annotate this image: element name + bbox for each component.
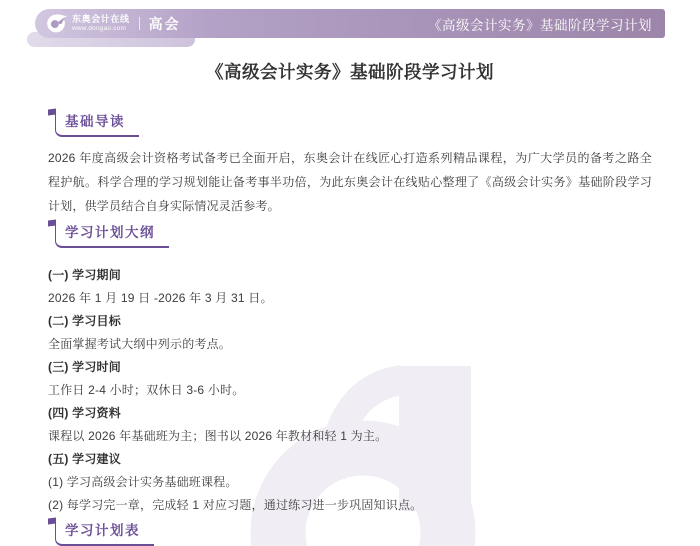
intro-paragraph: 2026 年度高级会计资格考试备考已全面开启，东奥会计在线匠心打造系列精品课程，为广大学员的备考之路全程护航。科学合理的学习规划能让备考事半功倍，为此东奥会计在线贴心整理了《高级会计实务》基础阶段学习计划，供学员结合自身实际情况灵活参考。 xyxy=(48,151,652,213)
section-heading-schedule xyxy=(55,518,154,546)
outline-list xyxy=(48,264,652,517)
header-bar xyxy=(35,9,665,38)
dongao-logo-icon xyxy=(46,13,67,34)
outline-item-body: 工作日 2-4 小时；双休日 3-6 小时。 xyxy=(48,383,245,397)
suggestion-item: (1) 学习高级会计实务基础班课程。 xyxy=(48,475,238,489)
page-title: 《高级会计实务》基础阶段学习计划 xyxy=(206,62,494,82)
header-divider xyxy=(139,17,140,30)
outline-item-label: (三) 学习时间 xyxy=(48,360,121,374)
section-heading-outline xyxy=(55,220,169,248)
outline-item-body: 课程以 2026 年基础班为主；图书以 2026 年教材和轻 1 为主。 xyxy=(48,429,388,443)
brand-block xyxy=(72,15,130,32)
section-heading-intro-label: 基础导读 xyxy=(65,114,125,129)
outline-item-body: 2026 年 1 月 19 日 -2026 年 3 月 31 日。 xyxy=(48,291,273,305)
product-badge: 高会 xyxy=(148,15,181,32)
section-heading-outline-label: 学习计划大纲 xyxy=(65,225,155,240)
outline-item-label: (五) 学习建议 xyxy=(48,452,121,466)
outline-item-label: (四) 学习资料 xyxy=(48,406,121,420)
brand-url: www.dongao.com xyxy=(72,24,127,32)
outline-item-body: 全面掌握考试大纲中列示的考点。 xyxy=(48,337,232,351)
brand-name: 东奥会计在线 xyxy=(72,14,130,24)
section-heading-schedule-label: 学习计划表 xyxy=(65,523,140,538)
outline-item-label: (二) 学习目标 xyxy=(48,314,121,328)
section-heading-intro xyxy=(55,109,139,137)
outline-item-label: (一) 学习期间 xyxy=(48,268,121,282)
header-bar-title: 《高级会计实务》基础阶段学习计划 xyxy=(428,17,652,33)
suggestion-item: (2) 每学习完一章，完成轻 1 对应习题，通过练习进一步巩固知识点。 xyxy=(48,498,423,512)
